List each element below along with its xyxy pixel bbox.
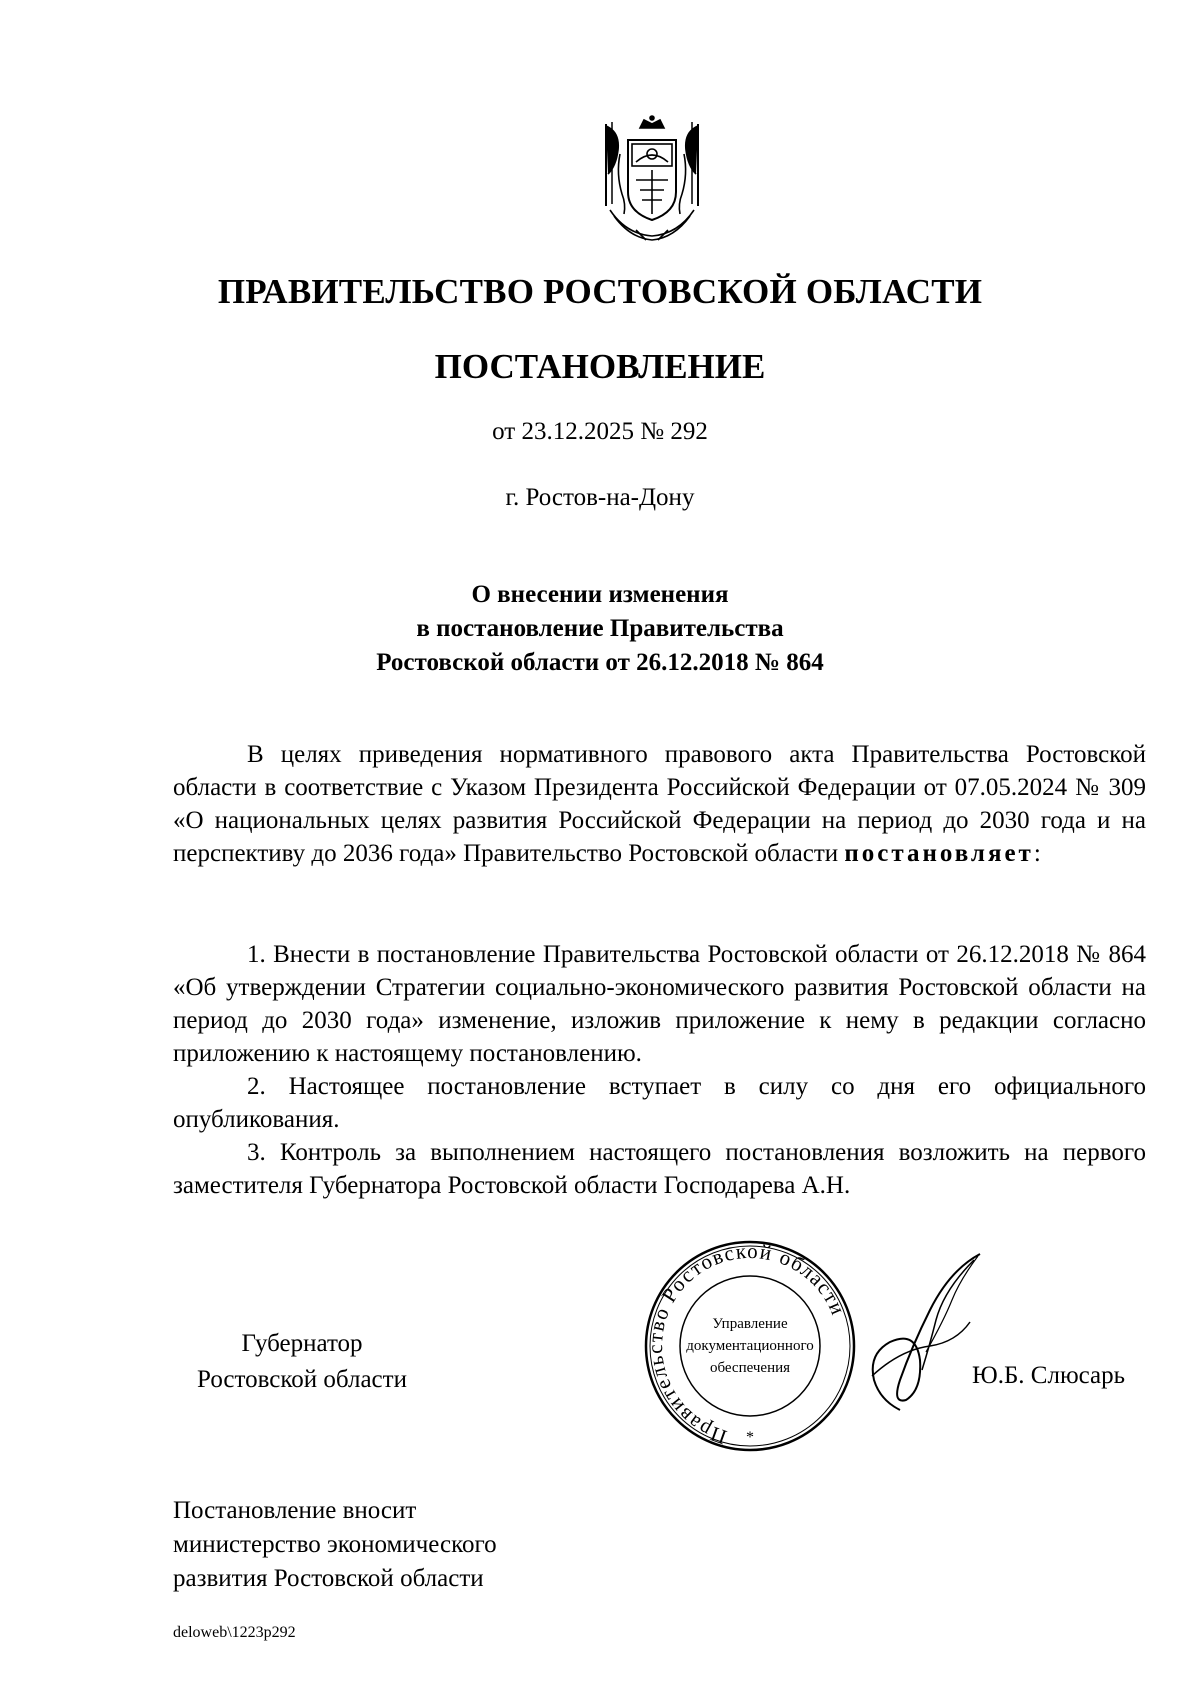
seal-center-line: документационного [686,1338,814,1354]
seal-ring-text: Правительство Ростовской области [642,1238,851,1450]
subject-line: в постановление Правительства [416,615,784,642]
resolution-items [173,938,1146,1202]
seal-center-line: обеспечения [709,1360,791,1376]
introduced-by-line: развития Ростовской области [173,1565,484,1592]
subject-line: Ростовской области от 26.12.2018 № 864 [376,649,824,676]
signer-title-line: Ростовской области [197,1366,407,1393]
document-city: г. Ростов-на-Дону [505,484,695,511]
resolution-item: 3. Контроль за выполнением настоящего постановления возложить на первого заместителя Губернатора Ростовской области Господарева А.Н. [173,1139,1146,1199]
handwritten-signature-icon [860,1250,990,1425]
introduced-by-line: Постановление вносит [173,1497,417,1524]
document-type: ПОСТАНОВЛЕНИЕ [434,347,766,386]
seal-center-line: Управление [712,1316,788,1332]
footer-document-code: deloweb\1223p292 [173,1624,296,1641]
resolution-item: 2. Настоящее постановление вступает в силу со дня его официального опубликования. [173,1073,1146,1133]
introduced-by-line: министерство экономического [173,1531,497,1558]
resolution-item: 1. Внести в постановление Правительства Ростовской области от 26.12.2018 № 864 «Об утверждении Стратегии социально-экономического развития Ростовской области на период до 2030 года» изменение, изложив приложение к нему в редакции согласно приложению к настоящему постановлению. [173,941,1146,1067]
introduced-by [173,1494,497,1596]
official-seal-icon [640,1236,860,1452]
seal-star: * [746,1429,754,1446]
preamble-end: : [1033,840,1041,867]
signer-name: Ю.Б. Слюсарь [972,1362,1126,1389]
subject-line: О внесении изменения [471,581,729,608]
preamble-paragraph [173,738,1146,870]
preamble-emphasis: постановляет [844,840,1034,867]
organization-title: ПРАВИТЕЛЬСТВО РОСТОВСКОЙ ОБЛАСТИ [217,272,983,311]
preamble-text: В целях приведения нормативного правового акта Правительства Ростовской области в соответствие с Указом Президента Российской Федерации от 07.05.2024 № 309 «О национальных целях развития Российской Федерации на период до 2030 года и на перспективу до 2036 года» Правительство Ростовской области [173,741,1146,867]
signer-title-line: Губернатор [241,1330,363,1357]
document-subject [0,578,1200,680]
coat-of-arms-icon [596,114,708,244]
signer-title [172,1326,432,1398]
document-date-number: от 23.12.2025 № 292 [492,418,708,445]
